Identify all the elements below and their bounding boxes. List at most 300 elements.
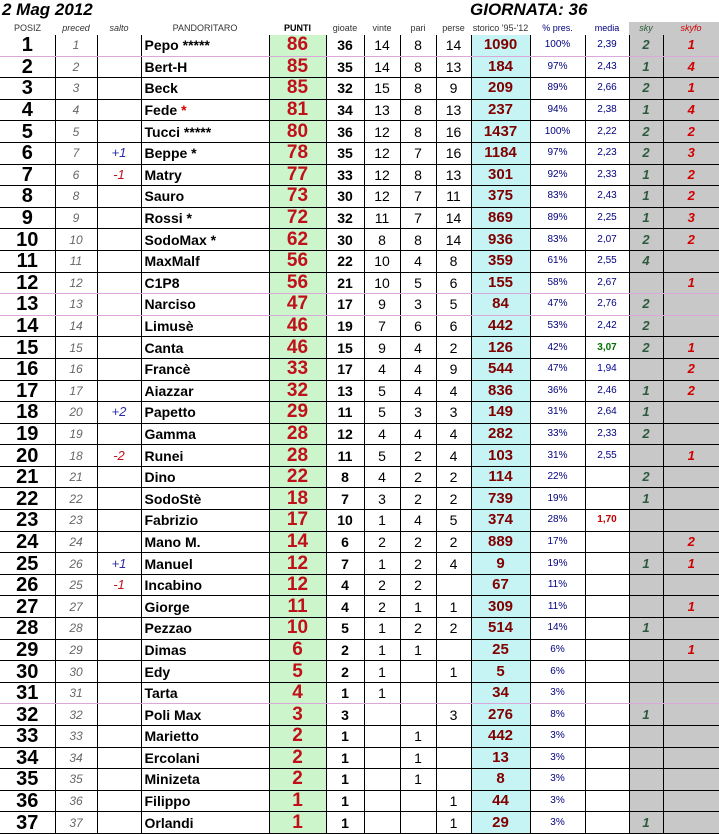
sky-cell: 1 <box>629 164 663 186</box>
player-name: Marietto <box>144 728 199 745</box>
vinte-cell: 10 <box>364 250 400 272</box>
skyfo-cell <box>663 682 719 704</box>
pres-cell: 28% <box>530 510 585 532</box>
player-name: Minizeta <box>144 771 200 788</box>
punti-cell: 85 <box>269 78 326 100</box>
name-cell <box>141 337 269 359</box>
perse-cell <box>436 574 471 596</box>
storico-cell: 103 <box>471 445 530 467</box>
player-name: Manuel <box>144 555 193 572</box>
storico-cell: 29 <box>471 812 530 834</box>
media-cell: 1,94 <box>585 358 629 380</box>
name-cell <box>141 272 269 294</box>
name-cell <box>141 812 269 834</box>
storico-cell: 34 <box>471 682 530 704</box>
media-cell <box>585 618 629 640</box>
media-cell <box>585 488 629 510</box>
pres-cell: 3% <box>530 790 585 812</box>
name-cell <box>141 207 269 229</box>
skyfo-cell <box>663 466 719 488</box>
player-name: Edy <box>144 663 171 680</box>
name-cell <box>141 402 269 424</box>
salto-cell <box>97 661 141 683</box>
media-cell: 2,43 <box>585 56 629 78</box>
pari-cell: 4 <box>400 250 436 272</box>
pos-cell: 24 <box>0 531 55 553</box>
preced-cell: 8 <box>55 186 97 208</box>
name-cell <box>141 747 269 769</box>
name-cell <box>141 639 269 661</box>
player-name: Bert-H <box>144 58 188 75</box>
sky-cell: 1 <box>629 618 663 640</box>
perse-cell <box>436 769 471 791</box>
storico-cell: 1437 <box>471 121 530 143</box>
pos-cell: 37 <box>0 812 55 834</box>
table-row <box>0 812 719 834</box>
media-cell: 2,07 <box>585 229 629 251</box>
skyfo-cell: 2 <box>663 531 719 553</box>
col-header-posiz: POSIZ <box>13 23 41 33</box>
salto-cell <box>97 56 141 78</box>
pres-cell: 3% <box>530 769 585 791</box>
gioate-cell: 4 <box>326 574 364 596</box>
punti-cell: 77 <box>269 164 326 186</box>
perse-cell: 4 <box>436 553 471 575</box>
sky-cell <box>629 661 663 683</box>
sky-cell <box>629 510 663 532</box>
preced-cell: 26 <box>55 553 97 575</box>
col-header-perse: perse <box>442 23 465 33</box>
table-row <box>0 56 719 78</box>
vinte-cell: 1 <box>364 618 400 640</box>
pari-cell: 1 <box>400 596 436 618</box>
player-name: Limusè <box>144 318 194 335</box>
skyfo-cell: 2 <box>663 229 719 251</box>
vinte-cell: 11 <box>364 207 400 229</box>
name-cell <box>141 315 269 337</box>
perse-cell: 2 <box>436 618 471 640</box>
player-name: Gamma <box>144 425 196 442</box>
perse-cell: 2 <box>436 466 471 488</box>
gioate-cell: 32 <box>326 207 364 229</box>
pari-cell: 8 <box>400 35 436 56</box>
giornata-label: GIORNATA: 36 <box>470 0 588 19</box>
perse-cell: 8 <box>436 250 471 272</box>
media-cell: 2,22 <box>585 121 629 143</box>
skyfo-cell: 1 <box>663 337 719 359</box>
storico-cell: 184 <box>471 56 530 78</box>
punti-cell: 56 <box>269 272 326 294</box>
perse-cell: 16 <box>436 142 471 164</box>
player-name: Tucci ***** <box>144 123 212 140</box>
skyfo-cell <box>663 488 719 510</box>
pari-cell: 2 <box>400 445 436 467</box>
player-name: Incabino <box>144 577 203 594</box>
gioate-cell: 1 <box>326 747 364 769</box>
skyfo-cell: 4 <box>663 56 719 78</box>
sky-cell: 1 <box>629 488 663 510</box>
perse-cell: 6 <box>436 315 471 337</box>
punti-cell: 2 <box>269 726 326 748</box>
preced-cell: 2 <box>55 56 97 78</box>
preced-cell: 24 <box>55 531 97 553</box>
perse-cell: 14 <box>436 207 471 229</box>
media-cell: 2,76 <box>585 294 629 316</box>
punti-cell: 1 <box>269 790 326 812</box>
pos-cell: 14 <box>0 315 55 337</box>
sky-cell <box>629 596 663 618</box>
preced-cell: 17 <box>55 380 97 402</box>
name-cell <box>141 510 269 532</box>
table-row <box>0 294 719 316</box>
punti-cell: 14 <box>269 531 326 553</box>
storico-cell: 282 <box>471 423 530 445</box>
media-cell <box>585 726 629 748</box>
pos-cell: 9 <box>0 207 55 229</box>
media-cell: 2,55 <box>585 445 629 467</box>
pres-cell: 14% <box>530 618 585 640</box>
pari-cell <box>400 812 436 834</box>
vinte-cell <box>364 769 400 791</box>
sky-cell: 2 <box>629 315 663 337</box>
perse-cell: 13 <box>436 99 471 121</box>
pari-cell: 8 <box>400 78 436 100</box>
table-row <box>0 682 719 704</box>
salto-cell <box>97 423 141 445</box>
skyfo-cell: 1 <box>663 553 719 575</box>
storico-cell: 739 <box>471 488 530 510</box>
skyfo-cell <box>663 747 719 769</box>
table-row <box>0 142 719 164</box>
pari-cell <box>400 790 436 812</box>
storico-cell: 209 <box>471 78 530 100</box>
pres-cell: 83% <box>530 229 585 251</box>
media-cell <box>585 553 629 575</box>
standings-body <box>0 35 719 833</box>
salto-cell <box>97 358 141 380</box>
storico-cell: 126 <box>471 337 530 359</box>
name-cell <box>141 445 269 467</box>
pos-cell: 8 <box>0 186 55 208</box>
storico-cell: 237 <box>471 99 530 121</box>
vinte-cell: 1 <box>364 639 400 661</box>
pos-cell: 1 <box>0 35 55 56</box>
pos-cell: 21 <box>0 466 55 488</box>
pari-cell: 4 <box>400 358 436 380</box>
skyfo-cell <box>663 661 719 683</box>
preced-cell: 31 <box>55 682 97 704</box>
media-cell <box>585 747 629 769</box>
salto-cell <box>97 337 141 359</box>
player-name: Beppe * <box>144 145 197 162</box>
skyfo-cell <box>663 769 719 791</box>
col-header-pari: pari <box>410 23 426 33</box>
media-cell: 2,46 <box>585 380 629 402</box>
perse-cell: 9 <box>436 78 471 100</box>
preced-cell: 1 <box>55 35 97 56</box>
pari-cell: 7 <box>400 207 436 229</box>
salto-cell <box>97 207 141 229</box>
skyfo-cell: 1 <box>663 445 719 467</box>
pari-cell: 5 <box>400 272 436 294</box>
pos-cell: 11 <box>0 250 55 272</box>
table-row <box>0 769 719 791</box>
media-cell: 2,66 <box>585 78 629 100</box>
preced-cell: 11 <box>55 250 97 272</box>
skyfo-cell: 1 <box>663 78 719 100</box>
skyfo-cell <box>663 315 719 337</box>
media-cell <box>585 661 629 683</box>
storico-cell: 155 <box>471 272 530 294</box>
preced-cell: 15 <box>55 337 97 359</box>
skyfo-cell: 3 <box>663 142 719 164</box>
sky-cell <box>629 747 663 769</box>
punti-cell: 72 <box>269 207 326 229</box>
vinte-cell: 9 <box>364 337 400 359</box>
sky-cell: 2 <box>629 423 663 445</box>
pari-cell: 3 <box>400 294 436 316</box>
pres-cell: 6% <box>530 639 585 661</box>
perse-cell: 1 <box>436 661 471 683</box>
media-cell: 2,42 <box>585 315 629 337</box>
skyfo-cell <box>663 704 719 726</box>
pari-cell: 2 <box>400 618 436 640</box>
storico-cell: 67 <box>471 574 530 596</box>
pos-cell: 35 <box>0 769 55 791</box>
sky-cell: 1 <box>629 402 663 424</box>
vinte-cell: 5 <box>364 402 400 424</box>
player-name: Fabrizio <box>144 512 199 529</box>
skyfo-cell <box>663 423 719 445</box>
vinte-cell: 14 <box>364 35 400 56</box>
storico-cell: 514 <box>471 618 530 640</box>
name-cell <box>141 250 269 272</box>
storico-cell: 276 <box>471 704 530 726</box>
punti-cell: 28 <box>269 445 326 467</box>
preced-cell: 19 <box>55 423 97 445</box>
pari-cell: 8 <box>400 164 436 186</box>
punti-cell: 5 <box>269 661 326 683</box>
preced-cell: 10 <box>55 229 97 251</box>
pari-cell: 1 <box>400 726 436 748</box>
player-name: Filippo <box>144 793 191 810</box>
name-cell <box>141 574 269 596</box>
pos-cell: 31 <box>0 682 55 704</box>
perse-cell: 1 <box>436 812 471 834</box>
salto-cell <box>97 78 141 100</box>
player-name: Fede <box>144 102 178 119</box>
player-name: Francè <box>144 361 191 378</box>
vinte-cell: 15 <box>364 78 400 100</box>
pari-cell: 4 <box>400 380 436 402</box>
storico-cell: 442 <box>471 726 530 748</box>
gioate-cell: 1 <box>326 790 364 812</box>
pari-cell: 1 <box>400 747 436 769</box>
vinte-cell: 3 <box>364 488 400 510</box>
punti-cell: 6 <box>269 639 326 661</box>
pari-cell <box>400 661 436 683</box>
pres-cell: 47% <box>530 294 585 316</box>
pos-cell: 5 <box>0 121 55 143</box>
punti-cell: 17 <box>269 510 326 532</box>
perse-cell: 2 <box>436 337 471 359</box>
skyfo-cell <box>663 812 719 834</box>
preced-cell: 32 <box>55 704 97 726</box>
salto-cell <box>97 250 141 272</box>
preced-cell: 5 <box>55 121 97 143</box>
storico-cell: 25 <box>471 639 530 661</box>
skyfo-cell <box>663 250 719 272</box>
gioate-cell: 15 <box>326 337 364 359</box>
pos-cell: 33 <box>0 726 55 748</box>
storico-cell: 9 <box>471 553 530 575</box>
table-row <box>0 207 719 229</box>
pari-cell: 8 <box>400 56 436 78</box>
salto-cell <box>97 510 141 532</box>
sky-cell: 2 <box>629 78 663 100</box>
pres-cell: 89% <box>530 207 585 229</box>
gioate-cell: 17 <box>326 294 364 316</box>
salto-cell <box>97 704 141 726</box>
salto-cell <box>97 596 141 618</box>
pres-cell: 17% <box>530 531 585 553</box>
skyfo-cell: 2 <box>663 186 719 208</box>
preced-cell: 6 <box>55 164 97 186</box>
perse-cell: 5 <box>436 294 471 316</box>
punti-cell: 85 <box>269 56 326 78</box>
table-row <box>0 250 719 272</box>
salto-cell <box>97 229 141 251</box>
pres-cell: 94% <box>530 99 585 121</box>
punti-cell: 2 <box>269 747 326 769</box>
perse-cell: 3 <box>436 402 471 424</box>
preced-cell: 18 <box>55 445 97 467</box>
sky-cell <box>629 445 663 467</box>
vinte-cell: 4 <box>364 423 400 445</box>
col-header-preced: preced <box>62 23 90 33</box>
gioate-cell: 12 <box>326 423 364 445</box>
pres-cell: 11% <box>530 596 585 618</box>
table-row <box>0 337 719 359</box>
punti-cell: 18 <box>269 488 326 510</box>
name-cell <box>141 121 269 143</box>
player-name: Orlandi <box>144 814 194 831</box>
sky-cell: 1 <box>629 553 663 575</box>
name-cell <box>141 682 269 704</box>
salto-cell <box>97 272 141 294</box>
name-cell <box>141 35 269 56</box>
pos-cell: 20 <box>0 445 55 467</box>
gioate-cell: 36 <box>326 121 364 143</box>
punti-cell: 33 <box>269 358 326 380</box>
punti-cell: 12 <box>269 574 326 596</box>
sky-cell <box>629 531 663 553</box>
table-row <box>0 639 719 661</box>
table-row <box>0 229 719 251</box>
table-row <box>0 445 719 467</box>
vinte-cell: 7 <box>364 315 400 337</box>
sky-cell <box>629 790 663 812</box>
player-name: SodoStè <box>144 490 202 507</box>
col-header-vinte: vinte <box>372 23 392 33</box>
name-cell <box>141 142 269 164</box>
salto-cell <box>97 380 141 402</box>
title-bar <box>0 0 719 22</box>
pos-cell: 13 <box>0 294 55 316</box>
player-name: Rossi * <box>144 210 192 227</box>
media-cell: 2,23 <box>585 142 629 164</box>
media-cell <box>585 790 629 812</box>
player-name: Pezzao <box>144 620 192 637</box>
player-name: Narciso <box>144 296 196 313</box>
table-row <box>0 596 719 618</box>
media-cell: 2,33 <box>585 164 629 186</box>
name-cell <box>141 229 269 251</box>
gioate-cell: 1 <box>326 726 364 748</box>
sky-cell: 1 <box>629 207 663 229</box>
pres-cell: 3% <box>530 747 585 769</box>
col-header-skyfo: skyfo <box>663 22 719 35</box>
storico-cell: 836 <box>471 380 530 402</box>
player-name: Sauro <box>144 188 185 205</box>
skyfo-cell <box>663 726 719 748</box>
table-row <box>0 553 719 575</box>
gioate-cell: 1 <box>326 682 364 704</box>
vinte-cell: 10 <box>364 272 400 294</box>
gioate-cell: 30 <box>326 229 364 251</box>
perse-cell: 3 <box>436 704 471 726</box>
perse-cell: 13 <box>436 164 471 186</box>
col-header-storico: storico '95-'12 <box>472 23 529 33</box>
punti-cell: 2 <box>269 769 326 791</box>
vinte-cell: 1 <box>364 553 400 575</box>
table-row <box>0 186 719 208</box>
table-row <box>0 402 719 424</box>
vinte-cell: 14 <box>364 56 400 78</box>
pres-cell: 3% <box>530 726 585 748</box>
gioate-cell: 22 <box>326 250 364 272</box>
storico-cell: 889 <box>471 531 530 553</box>
gioate-cell: 10 <box>326 510 364 532</box>
name-cell <box>141 704 269 726</box>
sky-cell: 1 <box>629 704 663 726</box>
pos-cell: 2 <box>0 56 55 78</box>
sky-cell <box>629 769 663 791</box>
pres-cell: 19% <box>530 488 585 510</box>
salto-cell <box>97 682 141 704</box>
table-row <box>0 164 719 186</box>
table-row <box>0 121 719 143</box>
player-name: Mano M. <box>144 533 201 550</box>
pari-cell: 3 <box>400 402 436 424</box>
vinte-cell: 2 <box>364 596 400 618</box>
gioate-cell: 36 <box>326 35 364 56</box>
perse-cell <box>436 682 471 704</box>
preced-cell: 21 <box>55 466 97 488</box>
salto-cell <box>97 726 141 748</box>
name-cell <box>141 790 269 812</box>
sky-cell <box>629 682 663 704</box>
preced-cell: 35 <box>55 769 97 791</box>
preced-cell: 34 <box>55 747 97 769</box>
salto-cell: -1 <box>97 574 141 596</box>
storico-cell: 13 <box>471 747 530 769</box>
pos-cell: 22 <box>0 488 55 510</box>
punti-cell: 4 <box>269 682 326 704</box>
pos-cell: 19 <box>0 423 55 445</box>
table-row <box>0 466 719 488</box>
pres-cell: 33% <box>530 423 585 445</box>
